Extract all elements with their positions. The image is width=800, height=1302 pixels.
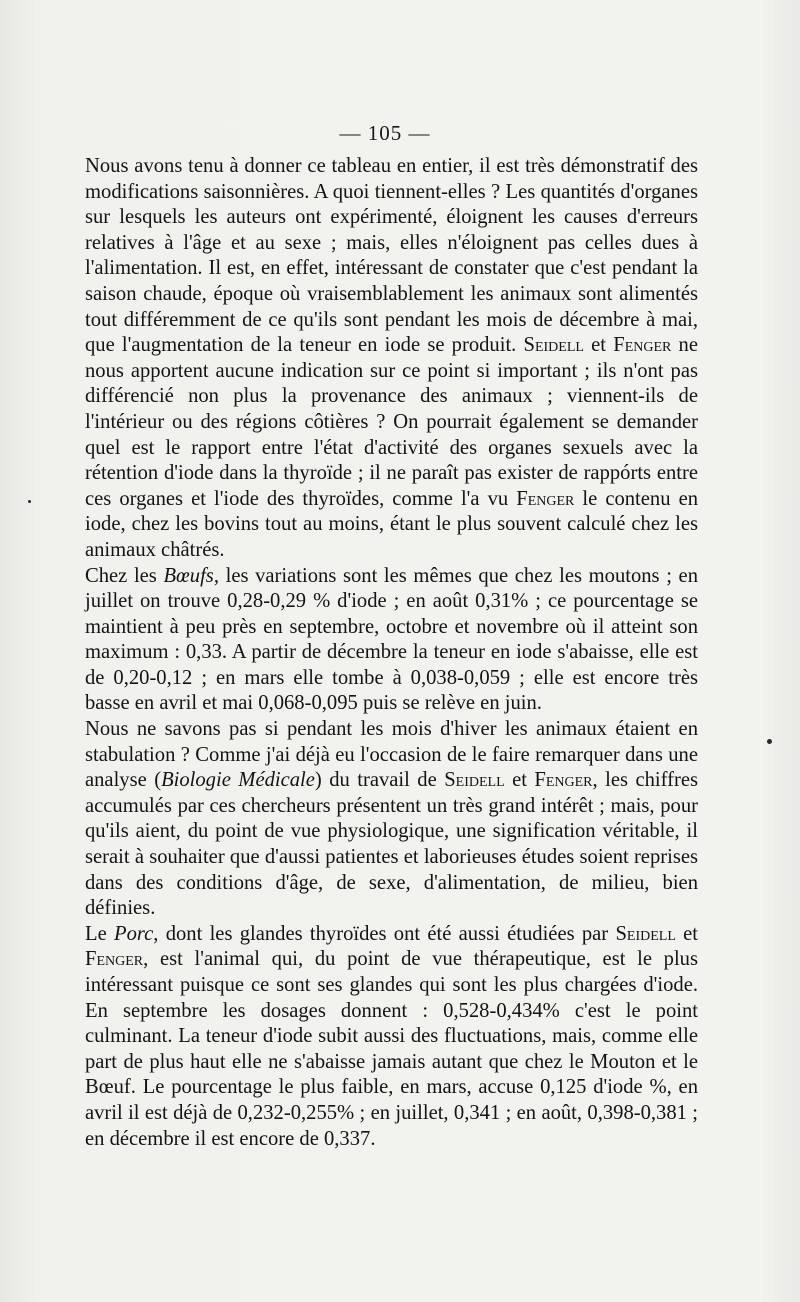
text-run: et: [675, 922, 699, 945]
italic-term: Biologie Médicale: [161, 769, 315, 792]
text-run: , dont les glandes thyroïdes ont été aussi étudiées par: [153, 922, 616, 945]
text-run: , les variations sont les mêmes que chez les moutons ; en juillet on trouve 0,28-0,29 % d'iode ; en août 0,31% ; ce pourcentage se maintient à peu près en septembre, octobre et novembre où il atteint son maximum : 0,33. A partir de décembre la teneur en iode s'abaisse, elle est de 0,20-0,12 ; en mars elle tombe à 0,038-0,059 ; elle est encore très basse en avril et mai 0,068-0,095 puis se relève en juin.: [85, 564, 698, 715]
text-run: le contenu en iode, chez les bovins tout au moins, étant le plus souvent calculé chez les animaux châtrés.: [85, 487, 699, 561]
paragraph-boeufs: [85, 564, 698, 718]
text-run: ne nous apportent aucune indication sur ce point si important ; ils n'ont pas différencié non plus la provenance des animaux ; viennent-ils de l'intérieur ou des régions côtières ? On pourrait également se demander quel est le rapport entre l'état d'activité des organes sexuels avec la rétention d'iode dans la thyroïde ; il ne paraît pas exister de rappórts entre ces organes et l'iode des thyroïdes, comme l'a vu: [85, 334, 698, 510]
text-run: ) du travail de: [314, 769, 445, 792]
author-name: Seidell: [615, 922, 676, 945]
paragraph-porc: [85, 922, 698, 1152]
text-run: Nous ne savons pas si pendant les mois d'hiver les animaux étaient en stabulation ? Comme j'ai déjà eu l'occasion de le faire remarquer dans une analyse (: [85, 718, 698, 792]
text-run: et: [504, 769, 535, 792]
italic-term: Bœufs: [163, 564, 214, 587]
scan-speck: [28, 500, 31, 503]
text-run: , les chiffres accumulés par ces chercheurs présentent un très grand intérêt ; mais, pour qu'ils aient, du point de vue physiologique, une signification véritable, il serait à souhaiter que d'aussi patientes et laborieuses études soient reprises dans des conditions d'âge, de sexe, d'alimentation, de milieu, bien définies.: [85, 769, 698, 920]
text-run: et: [583, 334, 614, 357]
author-name: Seidell: [523, 334, 584, 357]
author-name: Seidell: [444, 769, 505, 792]
author-name: Fenger: [613, 334, 672, 357]
scan-speck: [767, 739, 772, 744]
italic-term: Porc: [114, 922, 154, 945]
author-name: Fenger: [516, 487, 575, 510]
author-name: Fenger: [534, 769, 593, 792]
text-run: , est l'animal qui, du point de vue thérapeutique, est le plus intéressant puisque ce sont ses glandes qui sont les plus chargées d'iode. En septembre les dosages donnent : 0,528-0,434% c'est le point culminant. La teneur d'iode subit aussi des fluctuations, mais, comme elle part de plus haut elle ne s'abaisse jamais autant que chez le Mouton et le Bœuf. Le pourcentage le plus faible, en mars, accuse 0,125 d'iode %, en avril il est déjà de 0,232-0,255% ; en juillet, 0,341 ; en août, 0,398-0,381 ; en décembre il est encore de 0,337.: [85, 948, 698, 1150]
text-run: Le: [85, 922, 114, 945]
body-text: [85, 154, 698, 1152]
page-number: — 105 —: [339, 121, 431, 145]
author-name: Fenger: [85, 948, 144, 971]
paragraph-seasonal-variations: [85, 154, 698, 564]
text-run: Chez les: [85, 564, 164, 587]
paragraph-stabulation: [85, 717, 698, 922]
text-run: Nous avons tenu à donner ce tableau en entier, il est très démonstratif des modifications saisonnières. A quoi tiennent-elles ? Les quantités d'organes sur lesquels les auteurs ont expérimenté, éloignent les causes d'erreurs relatives à l'âge et au sexe ; mais, elles n'éloignent pas celles dues à l'alimentation. Il est, en effet, intéressant de constater que c'est pendant la saison chaude, époque où vraisemblablement les animaux sont alimentés tout différemment de ce qu'ils sont pendant les mois de décembre à mai, que l'augmentation de la teneur en iode se produit.: [85, 155, 698, 357]
